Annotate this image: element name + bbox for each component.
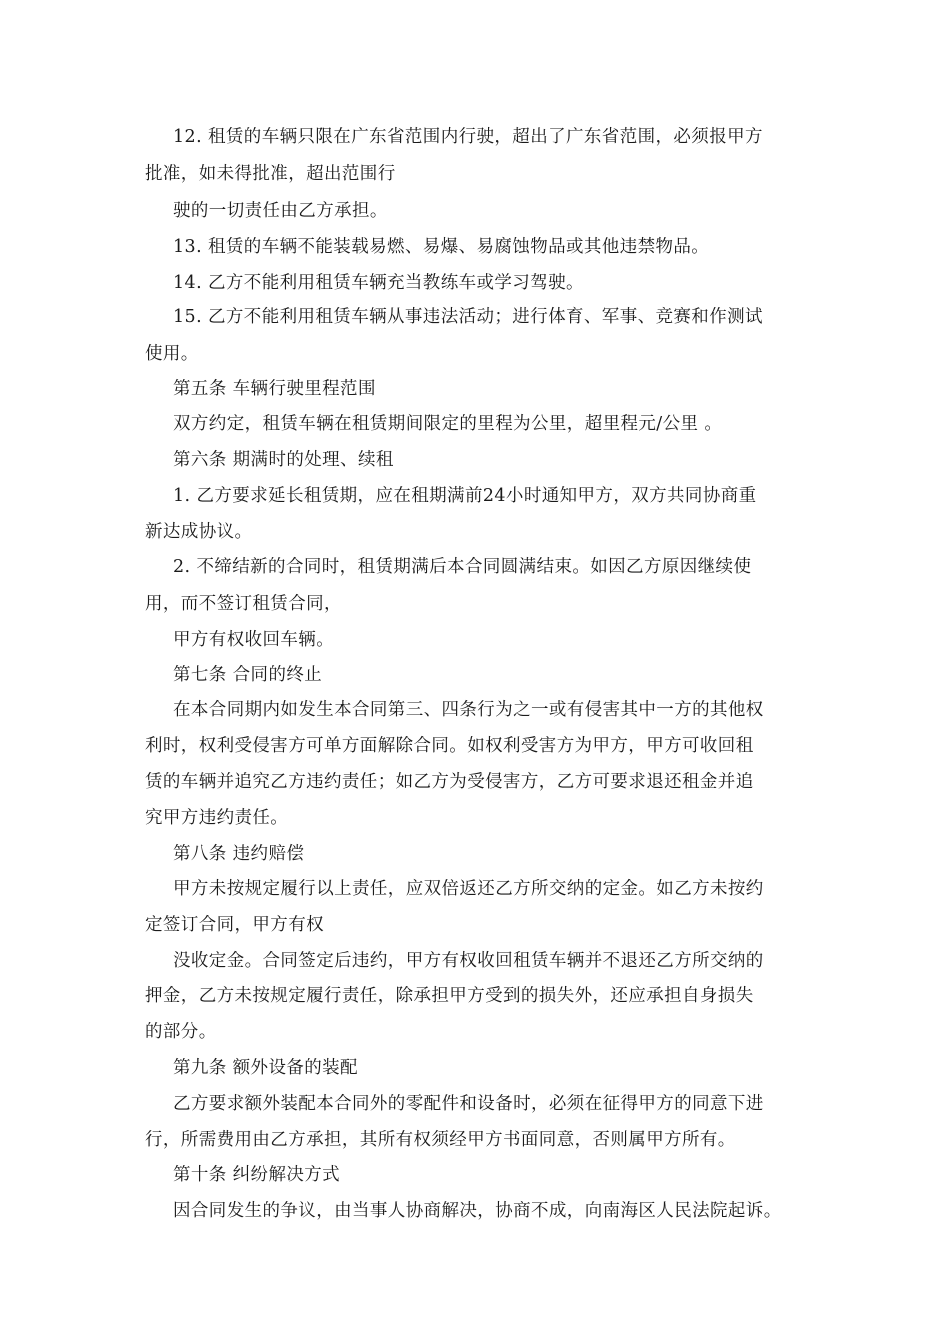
clause-12-line-2: 批准，如未得批准，超出范围行 xyxy=(145,164,396,184)
article-8-body-line-2: 定签订合同，甲方有权 xyxy=(145,915,324,935)
article-6-heading: 第六条 期满时的处理、续租 xyxy=(173,450,394,470)
article-8-body-line-3: 没收定金。合同签定后违约，甲方有权收回租赁车辆并不退还乙方所交纳的 xyxy=(173,951,764,971)
article-9-heading: 第九条 额外设备的装配 xyxy=(173,1058,358,1078)
article-7-body-line-3: 赁的车辆并追究乙方违约责任；如乙方为受侵害方，乙方可要求退还租金并追 xyxy=(145,772,754,792)
article-6-item-2-line-3: 甲方有权收回车辆。 xyxy=(173,630,335,650)
article-7-heading: 第七条 合同的终止 xyxy=(173,665,323,685)
clause-15-line-1: 15. 乙方不能利用租赁车辆从事违法活动；进行体育、军事、竞赛和作测试 xyxy=(173,307,763,327)
article-8-heading: 第八条 违约赔偿 xyxy=(173,844,305,864)
article-6-item-2-line-2: 用，而不签订租赁合同， xyxy=(145,594,342,614)
article-7-body-line-2: 利时，权利受侵害方可单方面解除合同。如权利受害方为甲方，甲方可收回租 xyxy=(145,736,754,756)
article-6-item-1-line-1: 1. 乙方要求延长租赁期，应在租期满前24小时通知甲方，双方共同协商重 xyxy=(173,486,757,506)
article-10-heading: 第十条 纠纷解决方式 xyxy=(173,1165,341,1185)
article-8-body-line-4: 押金，乙方未按规定履行责任，除承担甲方受到的损失外，还应承担自身损失 xyxy=(145,986,754,1006)
article-8-body-line-5: 的部分。 xyxy=(145,1022,217,1042)
clause-13: 13. 租赁的车辆不能装载易燃、易爆、易腐蚀物品或其他违禁物品。 xyxy=(173,237,710,257)
article-10-body: 因合同发生的争议，由当事人协商解决，协商不成，向南海区人民法院起诉。 xyxy=(173,1201,782,1221)
article-5-heading: 第五条 车辆行驶里程范围 xyxy=(173,379,376,399)
clause-12-line-3: 驶的一切责任由乙方承担。 xyxy=(173,201,388,221)
clause-12-line-1: 12. 租赁的车辆只限在广东省范围内行驶，超出了广东省范围，必须报甲方 xyxy=(173,127,763,147)
article-6-item-2-line-1: 2. 不缔结新的合同时，租赁期满后本合同圆满结束。如因乙方原因继续使 xyxy=(173,557,752,577)
article-9-body-line-1: 乙方要求额外装配本合同外的零配件和设备时，必须在征得甲方的同意下进 xyxy=(173,1094,764,1114)
article-9-body-line-2: 行，所需费用由乙方承担，其所有权须经甲方书面同意，否则属甲方所有。 xyxy=(145,1130,736,1150)
article-6-item-1-line-2: 新达成协议。 xyxy=(145,522,253,542)
article-5-body: 双方约定，租赁车辆在租赁期间限定的里程为公里，超里程元/公里 。 xyxy=(173,414,723,434)
article-7-body-line-1: 在本合同期内如发生本合同第三、四条行为之一或有侵害其中一方的其他权 xyxy=(173,700,764,720)
article-7-body-line-4: 究甲方违约责任。 xyxy=(145,808,289,828)
article-8-body-line-1: 甲方未按规定履行以上责任，应双倍返还乙方所交纳的定金。如乙方未按约 xyxy=(173,879,764,899)
clause-14: 14. 乙方不能利用租赁车辆充当教练车或学习驾驶。 xyxy=(173,273,584,293)
clause-15-line-2: 使用。 xyxy=(145,344,199,364)
